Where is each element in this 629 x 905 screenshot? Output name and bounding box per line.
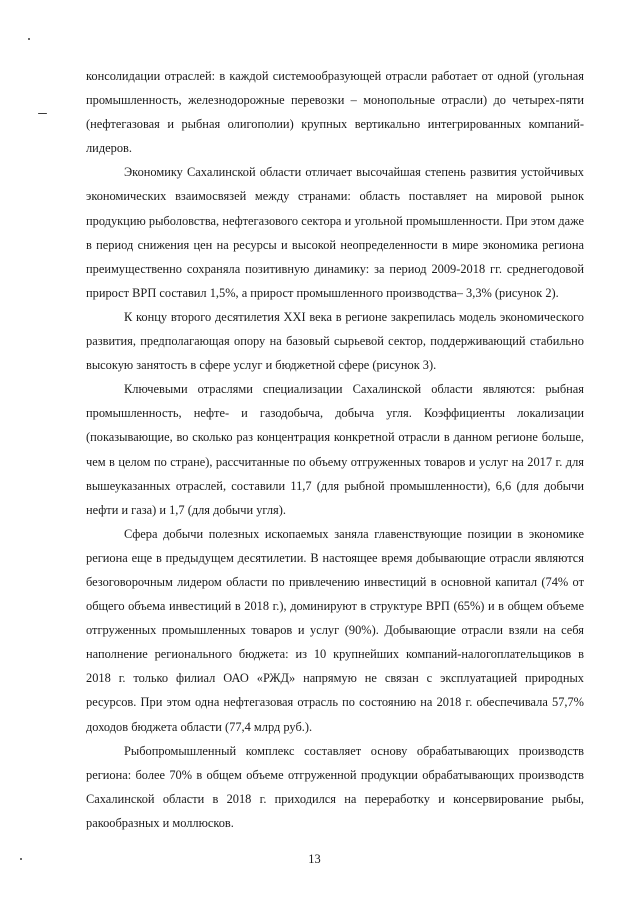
paragraph-mining-sector: Сфера добычи полезных ископаемых заняла главенствующие позиции в экономике региона еще в предыдущем десятилетии. В настоящее время добывающие отрасли являются безоговорочным лидером области по привлечению инвестиций в основной капитал (74% от общего объема инвестиций в 2018 г.), доминируют в структуре ВРП (65%) и в общем объеме отгруженных промышленных товаров и услуг (90%). Добывающие отрасли взяли на себя наполнение регионального бюджета: из 10 крупнейших компаний-налогоплательщиков в 2018 г. только филиал ОАО «РЖД» напрямую не связан с эксплуатацией природных ресурсов. При этом одна нефтегазовая отрасль по состоянию на 2018 г. обеспечивала 57,7% доходов бюджета области (77,4 млрд руб.). <box>86 526 584 734</box>
scan-speck <box>38 113 47 114</box>
paragraph-economic-model: К концу второго десятилетия XXI века в регионе закрепилась модель экономического развития, предполагающая опору на базовый сырьевой сектор, поддерживающий стабильно высокую занятость в сфере услуг и бюджетной сфере (рисунок 3). <box>86 309 584 373</box>
scan-speck <box>28 38 30 40</box>
page-number: 13 <box>308 852 321 866</box>
paragraph-key-industries: Ключевыми отраслями специализации Сахалинской области являются: рыбная промышленность, нефте- и газодобыча, добыча угля. Коэффициенты локализации (показывающие, во сколько раз концентрация конкретной отрасли в данном регионе больше, чем в целом по стране), рассчитанные по объему отгруженных товаров и услуг на 2017 г. для вышеуказанных отраслей, составили 11,7 (для рыбной промышленности), 6,6 (для добычи нефти и газа) и 1,7 (для добычи угля). <box>86 382 584 517</box>
paragraph-continuation: консолидации отраслей: в каждой системообразующей отрасли работает от одной (угольная промышленность, железнодорожные перевозки – монопольные отрасли) до четырех-пяти (нефтегазовая и рыбная олигополии) крупных вертикально интегрированных компаний-лидеров. <box>86 69 584 156</box>
paragraph-sakhalin-economy: Экономику Сахалинской области отличает высочайшая степень развития устойчивых экономических взаимосвязей между странами: область поставляет на мировой рынок продукцию рыболовства, нефтегазового сектора и угольной промышленности. При этом даже в период снижения цен на ресурсы и высокой неопределенности в мире экономика региона преимущественно сохраняла позитивную динамику: за период 2009-2018 гг. среднегодовой прирост ВРП составил 1,5%, а прирост промышленного производства– 3,3% (рисунок 2). <box>86 165 584 300</box>
paragraph-fishing-complex: Рыбопромышленный комплекс составляет основу обрабатывающих производств региона: более 70% в общем объеме отгруженной продукции обрабатывающих производств Сахалинской области в 2018 г. приходился на переработку и консервирование рыбы, ракообразных и моллюсков. <box>86 743 584 830</box>
body-text <box>86 64 584 835</box>
scan-speck <box>20 858 22 860</box>
